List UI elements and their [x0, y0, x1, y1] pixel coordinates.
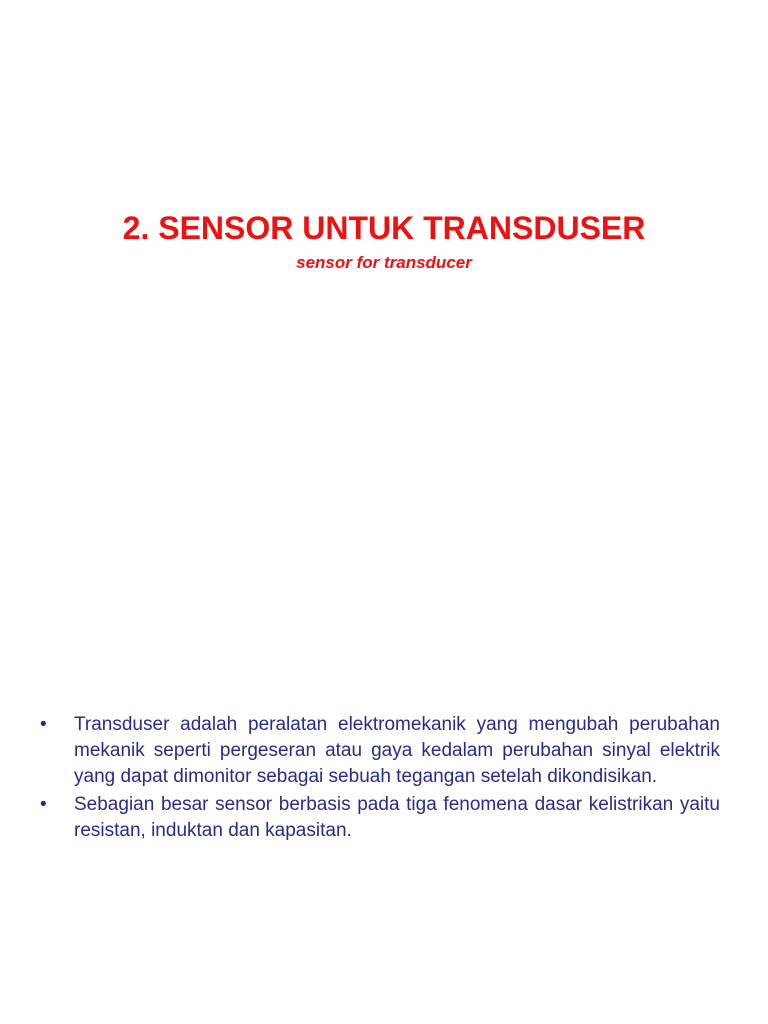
- slide-subtitle: sensor for transducer: [296, 253, 472, 272]
- bullet-text: Transduser adalah peralatan elektromekanik yang mengubah perubahan mekanik seperti pergeseran atau gaya kedalam perubahan sinyal elektrik yang dapat dimonitor sebagai sebuah tegangan setelah dikondisikan.: [74, 714, 720, 787]
- bullet-item: [38, 792, 720, 844]
- bullet-dot-icon: •: [40, 714, 47, 735]
- bullet-dot-icon: •: [40, 794, 47, 815]
- bullet-list: [38, 712, 720, 846]
- bullet-text: Sebagian besar sensor berbasis pada tiga fenomena dasar kelistrikan yaitu resistan, induktan dan kapasitan.: [74, 794, 720, 841]
- bullet-item: [38, 712, 720, 790]
- slide-title: 2. SENSOR UNTUK TRANSDUSER: [122, 210, 646, 246]
